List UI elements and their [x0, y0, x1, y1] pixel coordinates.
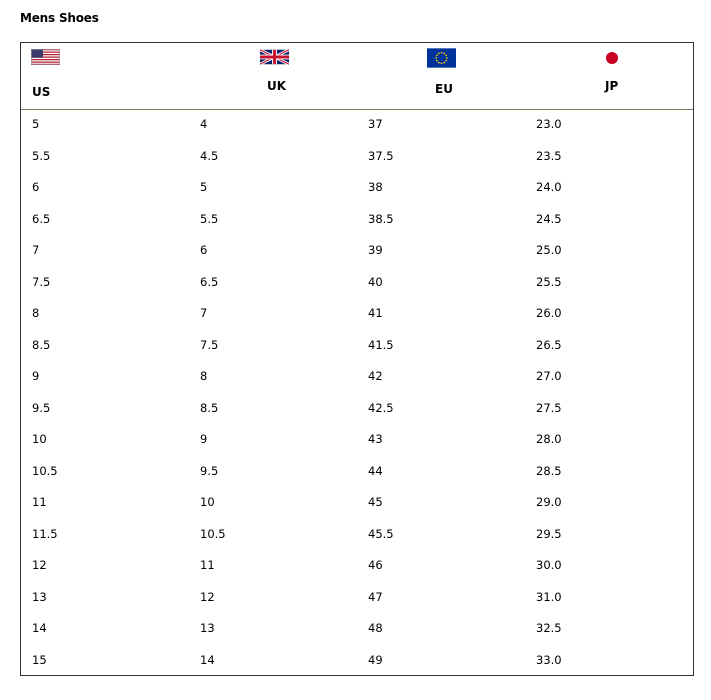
table-row [21, 456, 693, 488]
table-row [21, 109, 693, 141]
table-row [21, 330, 693, 362]
header-us [21, 43, 189, 109]
table-row [21, 613, 693, 645]
table-cell: 28.0 [536, 432, 562, 446]
table-row [21, 424, 693, 456]
table-cell: 38 [368, 180, 383, 194]
table-cell: 44 [368, 463, 383, 478]
table-cell: 43 [368, 432, 383, 446]
table-cell: 23.5 [536, 148, 562, 163]
table-cell: 11.5 [32, 526, 58, 541]
table-cell: 14 [32, 621, 47, 635]
eu-flag-icon [427, 48, 456, 68]
header-uk [189, 43, 357, 109]
table-cell: 32.5 [536, 621, 562, 635]
table-cell: 9 [200, 432, 208, 446]
header-jp [525, 43, 693, 109]
table-cell: 26.5 [536, 337, 562, 352]
table-cell: 23.0 [536, 117, 562, 131]
table-cell: 39 [368, 243, 383, 257]
table-cell: 6 [32, 180, 40, 194]
table-row [21, 645, 693, 677]
table-cell: 6.5 [32, 211, 51, 226]
table-cell: 5.5 [200, 211, 219, 226]
table-cell: 7 [200, 306, 208, 320]
table-cell: 40 [368, 274, 383, 289]
table-cell: 47 [368, 589, 383, 604]
table-cell: 10 [200, 495, 215, 509]
us-flag-icon [31, 49, 60, 65]
table-cell: 11 [200, 558, 215, 572]
table-cell: 4.5 [200, 148, 219, 163]
table-cell: 46 [368, 558, 383, 572]
header-label-us: US [32, 85, 51, 99]
table-cell: 12 [200, 589, 215, 604]
table-cell: 14 [200, 652, 215, 667]
table-row [21, 298, 693, 330]
header-label-eu: EU [435, 82, 453, 96]
size-chart-table [20, 42, 694, 676]
table-cell: 25.5 [536, 274, 562, 289]
table-cell: 25.0 [536, 243, 562, 257]
table-cell: 4 [200, 117, 208, 131]
table-cell: 5 [32, 117, 40, 131]
table-cell: 26.0 [536, 306, 562, 320]
table-cell: 38.5 [368, 211, 394, 226]
table-cell: 42.5 [368, 400, 394, 415]
table-cell: 9.5 [200, 463, 219, 478]
table-cell: 5.5 [32, 148, 51, 163]
table-row [21, 141, 693, 173]
table-cell: 45.5 [368, 526, 394, 541]
jp-flag-icon [605, 51, 619, 65]
table-cell: 7 [32, 243, 40, 257]
table-row [21, 361, 693, 393]
uk-flag-icon [260, 49, 289, 65]
table-cell: 8 [32, 306, 40, 320]
table-row [21, 172, 693, 204]
table-cell: 49 [368, 652, 383, 667]
table-cell: 7.5 [200, 337, 219, 352]
table-cell: 48 [368, 621, 383, 635]
table-cell: 24.0 [536, 180, 562, 194]
table-cell: 27.0 [536, 369, 562, 383]
table-cell: 6 [200, 243, 208, 257]
table-cell: 5 [200, 180, 208, 194]
table-row [21, 204, 693, 236]
table-row [21, 487, 693, 519]
table-cell: 12 [32, 558, 47, 572]
table-row [21, 519, 693, 551]
table-cell: 42 [368, 369, 383, 383]
table-cell: 28.5 [536, 463, 562, 478]
table-cell: 8.5 [200, 400, 219, 415]
table-cell: 8.5 [32, 337, 51, 352]
table-cell: 29.0 [536, 495, 562, 509]
table-cell: 24.5 [536, 211, 562, 226]
table-row [21, 393, 693, 425]
page-title: Mens Shoes [20, 11, 99, 25]
table-cell: 37 [368, 117, 383, 131]
table-header [21, 43, 693, 110]
table-cell: 9 [32, 369, 40, 383]
table-row [21, 267, 693, 299]
table-cell: 41 [368, 306, 383, 320]
table-cell: 37.5 [368, 148, 394, 163]
table-cell: 41.5 [368, 337, 394, 352]
header-label-uk: UK [267, 79, 287, 93]
table-cell: 15 [32, 652, 47, 667]
table-cell: 30.0 [536, 558, 562, 572]
header-label-jp: JP [605, 79, 619, 93]
table-cell: 11 [32, 495, 47, 509]
table-cell: 27.5 [536, 400, 562, 415]
table-cell: 33.0 [536, 652, 562, 667]
table-cell: 45 [368, 495, 383, 509]
table-cell: 10.5 [32, 463, 58, 478]
table-row [21, 235, 693, 267]
table-cell: 9.5 [32, 400, 51, 415]
header-eu [357, 43, 525, 109]
table-cell: 7.5 [32, 274, 51, 289]
table-cell: 6.5 [200, 274, 219, 289]
table-cell: 10.5 [200, 526, 226, 541]
table-cell: 10 [32, 432, 47, 446]
table-cell: 8 [200, 369, 208, 383]
table-cell: 13 [200, 621, 215, 635]
table-cell: 31.0 [536, 589, 562, 604]
table-row [21, 550, 693, 582]
table-cell: 29.5 [536, 526, 562, 541]
table-cell: 13 [32, 589, 47, 604]
table-row [21, 582, 693, 614]
